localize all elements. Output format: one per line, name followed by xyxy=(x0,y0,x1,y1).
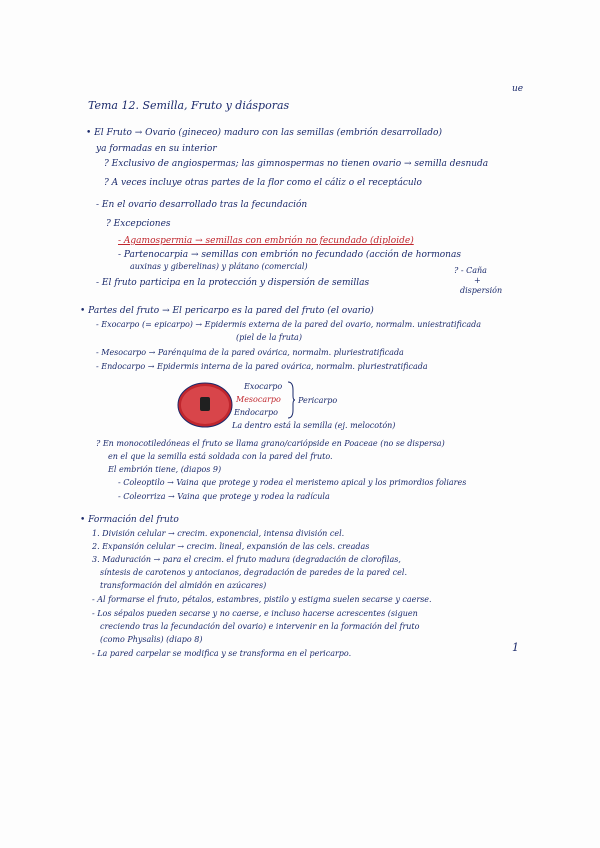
formacion-line-5: síntesis de carotenos y antocianos, degradación de paredes de la pared cel. xyxy=(100,568,407,577)
formacion-line-4: 3. Maduración → para el crecim. el fruto madura (degradación de clorofilas, xyxy=(92,555,401,564)
formacion-line-6: transformación del almidón en azúcares) xyxy=(100,581,267,590)
side-note-3: dispersión xyxy=(460,286,503,295)
partes-line-3: (piel de la fruta) xyxy=(236,333,302,342)
partes-line-9: - Coleoptilo → Vaina que protege y rodea el meristemo apical y los primordios foliares xyxy=(118,478,467,487)
fruto-line-6: ? Excepciones xyxy=(106,219,171,229)
fruit-diagram xyxy=(176,380,234,430)
formacion-line-10: (como Physalis) (diapo 8) xyxy=(100,635,203,644)
partes-line-2: - Exocarpo (= epicarpo) → Epidermis externa de la pared del ovario, normalm. uniestratificada xyxy=(96,320,482,329)
partes-line-1: • Partes del fruto → El pericarpo es la pared del fruto (el ovario) xyxy=(80,306,374,316)
formacion-line-8: - Los sépalos pueden secarse y no caerse, e incluso hacerse acrescentes (siguen xyxy=(92,609,418,618)
diagram-note: La dentro está la semilla (ej. melocotón) xyxy=(232,421,396,430)
pericarpo-brace xyxy=(286,380,296,420)
partes-line-4: - Mesocarpo → Parénquima de la pared ovárica, normalm. pluriestratificada xyxy=(96,348,404,357)
formacion-line-9: creciendo tras la fecundación del ovario) e intervenir en la formación del fruto xyxy=(100,622,420,631)
partes-line-8: El embrión tiene, (diapos 9) xyxy=(108,465,222,474)
partes-line-6: ? En monocotiledóneas el fruto se llama grano/cariópside en Poaceae (no se dispersa) xyxy=(96,439,445,448)
formacion-line-11: - La pared carpelar se modifica y se transforma en el pericarpo. xyxy=(92,649,352,658)
partes-line-7: en el que la semilla está soldada con la pared del fruto. xyxy=(108,452,333,461)
page-title: Tema 12. Semilla, Fruto y diásporas xyxy=(88,99,290,112)
fruto-line-3: ? Exclusivo de angiospermas; las gimnospermas no tienen ovario → semilla desnuda xyxy=(104,159,489,169)
corner-mark: ue xyxy=(512,84,524,94)
diagram-label-exocarpo: Exocarpo xyxy=(244,382,283,391)
page-number: 1 xyxy=(512,641,519,654)
fruto-line-10: - El fruto participa en la protección y dispersión de semillas xyxy=(96,278,370,288)
fruto-line-2: ya formadas en su interior xyxy=(96,144,217,154)
formacion-line-2: 1. División celular → crecim. exponencial, intensa división cel. xyxy=(92,529,345,538)
side-note-1: ? - Caña xyxy=(454,266,487,275)
formacion-line-1: • Formación del fruto xyxy=(80,515,179,525)
fruto-line-8: - Partenocarpia → semillas con embrión no fecundado (acción de hormonas xyxy=(118,250,461,260)
fruto-line-1: • El Fruto → Ovario (gineceo) maduro con las semillas (embrión desarrollado) xyxy=(86,128,442,138)
fruto-line-9: auxinas y giberelinas) y plátano (comercial) xyxy=(130,262,308,271)
endocarp-seed xyxy=(200,397,210,411)
diagram-label-mesocarpo: Mesocarpo xyxy=(236,395,281,404)
formacion-line-7: - Al formarse el fruto, pétalos, estambres, pistilo y estigma suelen secarse y caerse. xyxy=(92,595,432,604)
partes-line-10: - Coleorriza → Vaina que protege y rodea la radícula xyxy=(118,492,330,501)
partes-line-5: - Endocarpo → Epidermis interna de la pared ovárica, normalm. pluriestratificada xyxy=(96,362,428,371)
formacion-line-3: 2. Expansión celular → crecim. lineal, expansión de las cels. creadas xyxy=(92,542,370,551)
fruto-line-7: - Agamospermia → semillas con embrión no fecundado (diploide) xyxy=(118,236,414,246)
fruto-line-4: ? A veces incluye otras partes de la flor como el cáliz o el receptáculo xyxy=(104,178,422,188)
fruto-line-5: - En el ovario desarrollado tras la fecundación xyxy=(96,200,308,210)
diagram-label-pericarpo: Pericarpo xyxy=(298,396,338,405)
side-note-2: + xyxy=(474,276,481,285)
diagram-label-endocarpo: Endocarpo xyxy=(234,408,278,417)
